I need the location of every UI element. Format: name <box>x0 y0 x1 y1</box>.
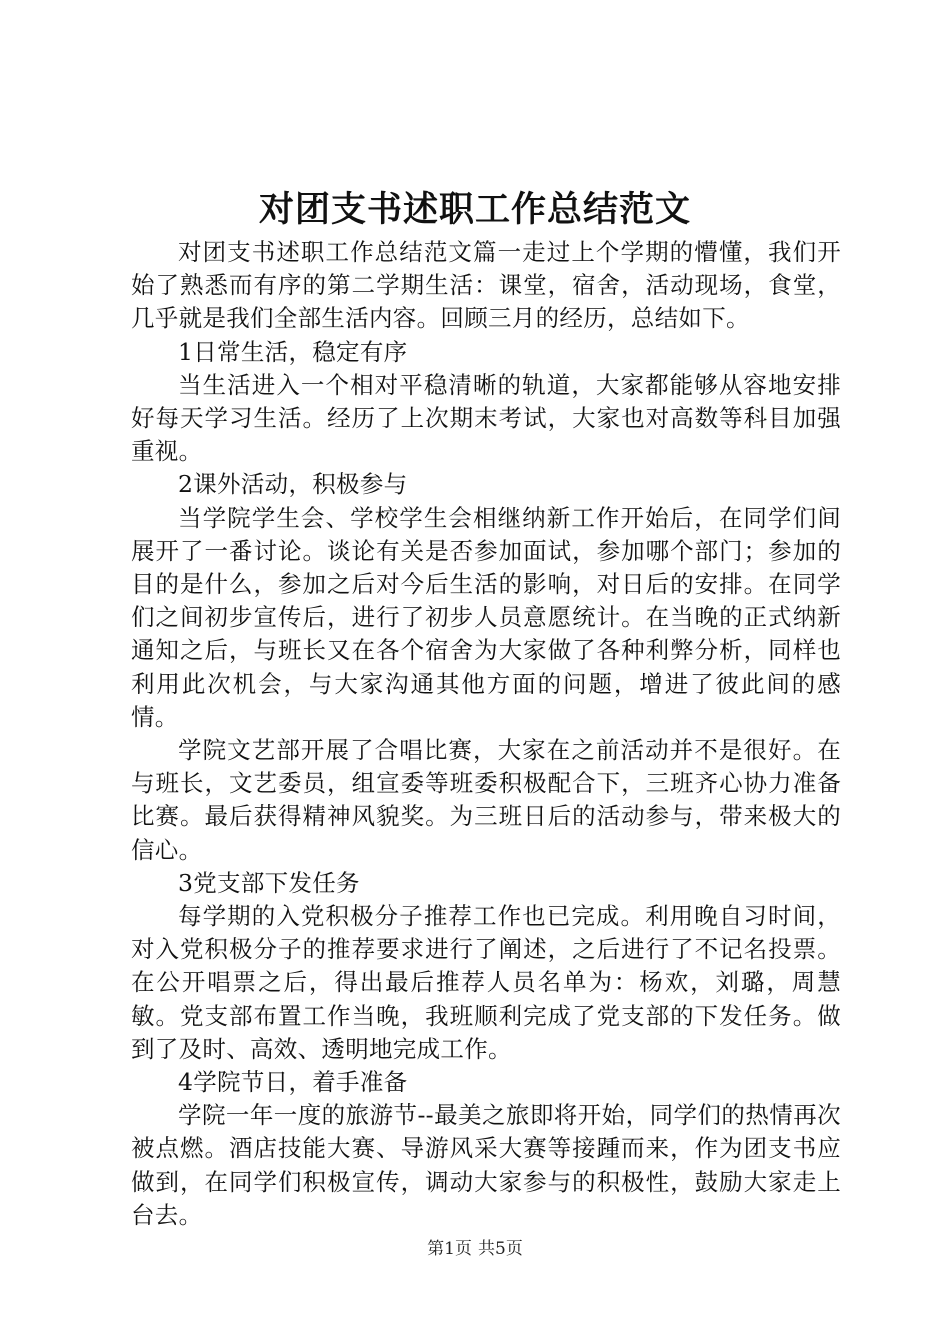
document-body <box>131 236 841 1232</box>
paragraph-choir-contest: 学院文艺部开展了合唱比赛，大家在之前活动并不是很好。在与班长，文艺委员，组宣委等班委积极配合下，三班齐心协力准备比赛。最后获得精神风貌奖。为三班日后的活动参与，带来极大的信心。 <box>131 736 841 864</box>
section-heading-daily-life: 1日常生活，稳定有序 <box>178 337 408 366</box>
document-title: 对团支书述职工作总结范文 <box>258 189 691 230</box>
paragraph-party-branch: 每学期的入党积极分子推荐工作也已完成。利用晚自习时间，对入党积极分子的推荐要求进行了阐述，之后进行了不记名投票。在公开唱票之后，得出最后推荐人员名单为：杨欢，刘璐，周慧敏。党支部布置工作当晚，我班顺利完成了党支部的下发任务。做到了及时、高效、透明地完成工作。 <box>131 902 841 1063</box>
paragraph-student-union: 当学院学生会、学校学生会相继纳新工作开始后，在同学们间展开了一番讨论。谈论有关是否参加面试，参加哪个部门；参加的目的是什么，参加之后对今后生活的影响，对日后的安排。在同学们之间初步宣传后，进行了初步人员意愿统计。在当晚的正式纳新通知之后，与班长又在各个宿舍为大家做了各种利弊分析，同样也利用此次机会，与大家沟通其他方面的问题，增进了彼此间的感情。 <box>131 503 841 731</box>
page-footer <box>0 1238 950 1260</box>
page-total: 共5页 <box>478 1239 523 1259</box>
page-number: 第1页 <box>427 1239 472 1259</box>
section-heading-festival: 4学院节日，着手准备 <box>178 1068 408 1097</box>
section-heading-party-branch: 3党支部下发任务 <box>178 868 360 897</box>
paragraph-daily-life: 当生活进入一个相对平稳清晰的轨道，大家都能够从容地安排好每天学习生活。经历了上次期末考试，大家也对高数等科目加强重视。 <box>131 370 841 466</box>
section-heading-activities: 2课外活动，积极参与 <box>178 470 408 499</box>
paragraph-intro: 对团支书述职工作总结范文篇一走过上个学期的懵懂，我们开始了熟悉而有序的第二学期生活：课堂，宿舍，活动现场，食堂，几乎就是我们全部生活内容。回顾三月的经历，总结如下。 <box>131 238 841 333</box>
paragraph-festival: 学院一年一度的旅游节--最美之旅即将开始，同学们的热情再次被点燃。酒店技能大赛、导游风采大赛等接踵而来，作为团支书应做到，在同学们积极宣传，调动大家参与的积极性，鼓励大家走上台去。 <box>131 1101 841 1229</box>
